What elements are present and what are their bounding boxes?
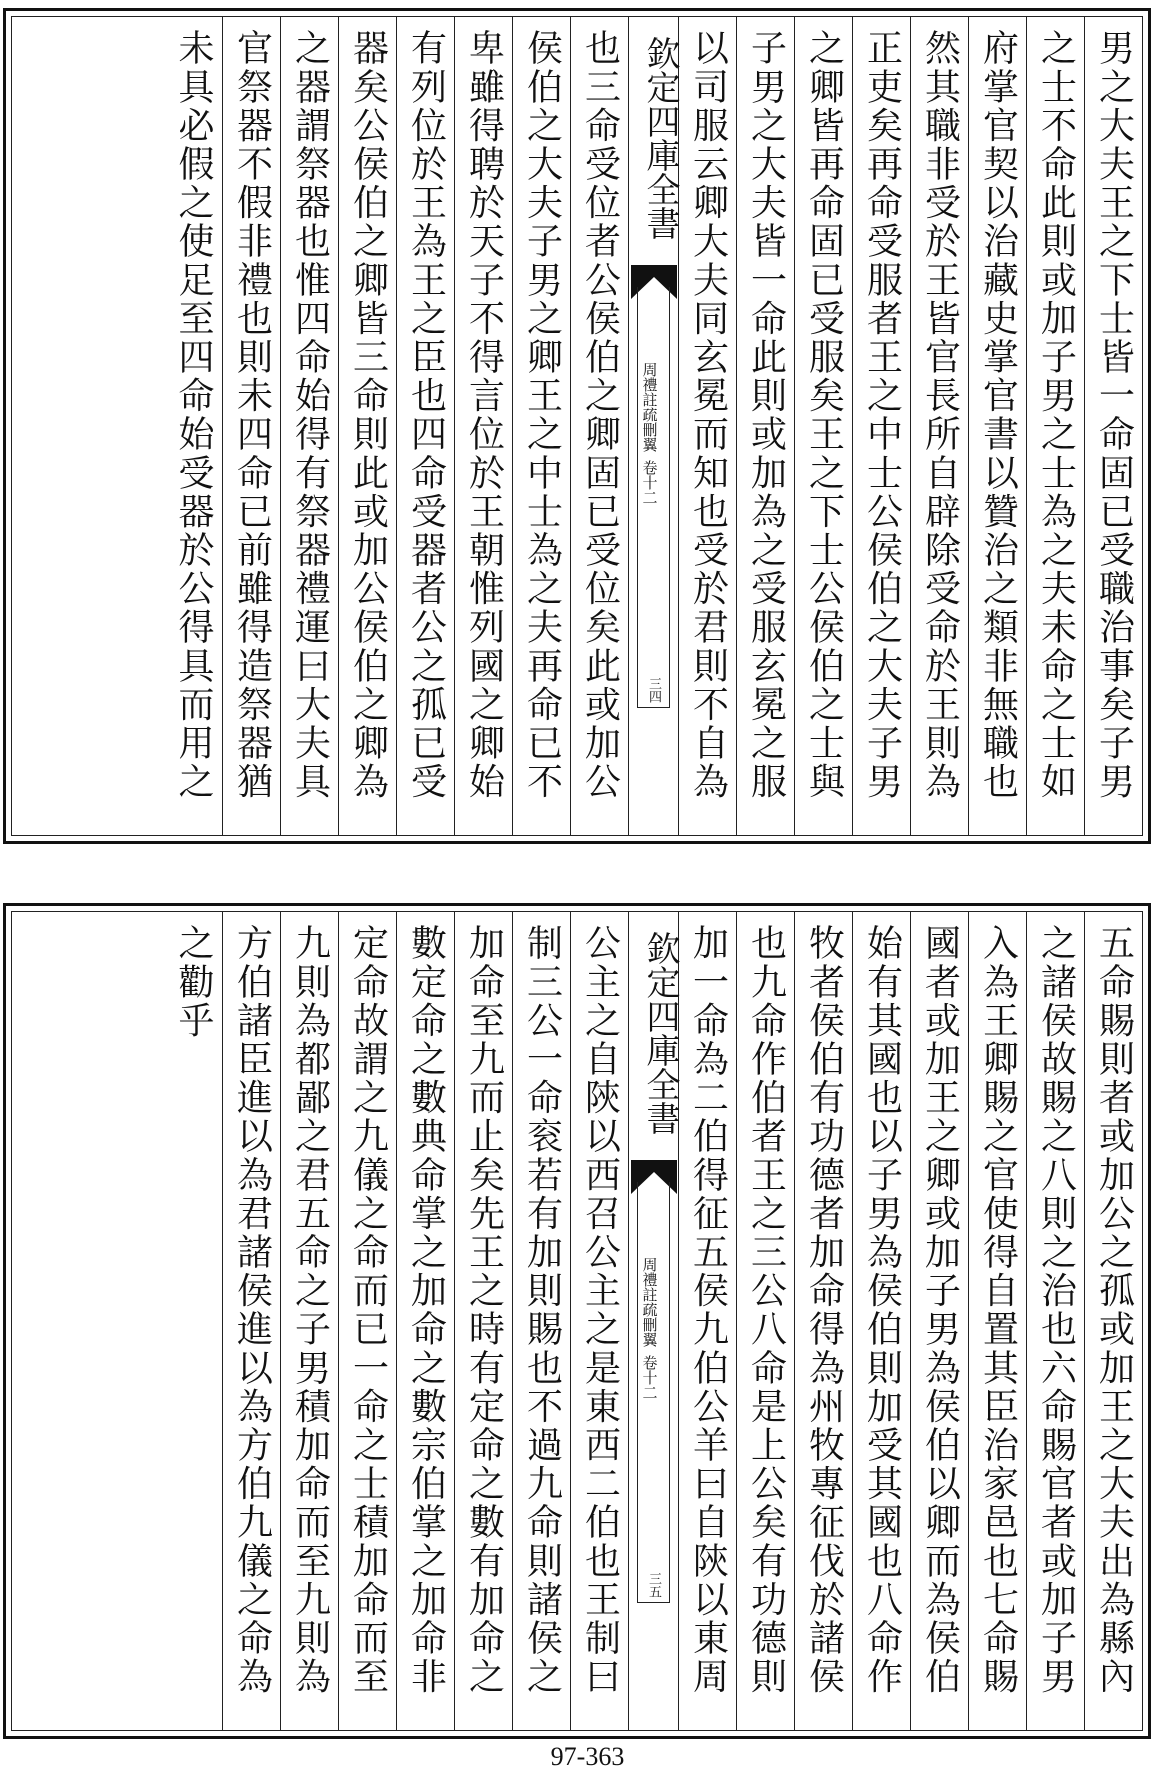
fold-volume: 卷十二 [640,1355,659,1400]
fold-caption [641,362,658,505]
text-column [396,912,454,1730]
column-text: 然其職非受於王皆官長所自辟除受命於王則為 [919,29,961,801]
column-text: 國者或加王之卿或加子男為侯伯以卿而為侯伯 [919,924,961,1696]
column-text: 男之大夫王之下士皆一命固已受職治事矣子男 [1093,29,1135,801]
text-column [968,912,1026,1730]
text-column [794,17,852,835]
column-text: 府掌官契以治藏史掌官書以贊治之類非無職也 [977,29,1019,801]
column-text: 以司服云卿大夫同玄冕而知也受於君則不自為 [687,29,729,801]
column-text: 也三命受位者公侯伯之卿固已受位矣此或加公 [579,29,621,801]
bottom-page-text-block [11,911,1143,1731]
column-text: 之卿皆再命固已受服矣王之下士公侯伯之士與 [803,29,845,801]
text-column [454,912,512,1730]
text-column [736,17,794,835]
center-fold-column [628,17,678,835]
column-text: 牧者侯伯有功德者加命得為州牧專征伐於諸侯 [803,924,845,1696]
column-text: 侯伯之大夫子男之卿王之中士為之夫再命已不 [521,29,563,801]
column-text: 也九命作伯者王之三公八命是上公矣有功德則 [745,924,787,1696]
top-page [3,8,1151,844]
column-text: 九則為都鄙之君五命之子男積加命而至九則為 [289,924,331,1696]
column-text: 入為王卿賜之官使得自置其臣治家邑也七命賜 [977,924,1019,1696]
top-page-text-block [11,16,1143,836]
text-column [222,912,280,1730]
text-column [570,17,628,835]
fold-volume: 卷十二 [640,460,659,505]
column-text: 子男之大夫皆一命此則或加為之受服玄冕之服 [745,29,787,801]
column-text: 始有其國也以子男為侯伯則加受其國也八命作 [861,924,903,1696]
fold-title: 周禮註疏刪翼 [640,1257,659,1347]
text-column [280,17,338,835]
column-text: 未具必假之使足至四命始受器於公得具而用之 [173,29,214,801]
text-column [164,17,222,835]
column-text: 公主之自陝以西召公主之是東西二伯也王制曰 [579,924,621,1696]
book-title-banner: 欽定四庫全書 [640,36,680,240]
column-text: 制三公一命衮若有加則賜也不過九命則諸侯之 [521,924,563,1696]
fold-title: 周禮註疏刪翼 [640,362,659,452]
text-column [910,17,968,835]
text-column [396,17,454,835]
column-text: 官祭器不假非禮也則未四命已前雖得造祭器猶 [231,29,273,801]
column-text: 五命賜則者或加公之孤或加王之大夫出為縣內 [1093,924,1135,1696]
column-text: 有列位於王為王之臣也四命受器者公之孤已受 [405,29,447,801]
fold-caption [641,1257,658,1400]
text-column [1026,17,1084,835]
text-column [678,17,736,835]
column-text: 加一命為二伯得征五侯九伯公羊曰自陝以東周 [687,924,729,1696]
center-fold-column [628,912,678,1730]
text-column [1084,17,1142,835]
column-text: 方伯諸臣進以為君諸侯進以為方伯九儀之命為 [231,924,273,1696]
column-text: 之諸侯故賜之八則之治也六命賜官者或加子男 [1035,924,1077,1696]
book-title-banner: 欽定四庫全書 [640,931,680,1135]
text-column [1084,912,1142,1730]
text-column [852,17,910,835]
text-column [512,17,570,835]
text-column [280,912,338,1730]
text-column [454,17,512,835]
text-column [852,912,910,1730]
column-text: 之士不命此則或加子男之士為之夫未命之士如 [1035,29,1077,801]
text-column [1026,912,1084,1730]
folio-number: 三四 [646,677,661,703]
text-column [164,912,222,1730]
column-text: 數定命之數典命掌之加命之數宗伯掌之加命非 [405,924,447,1696]
text-column [968,17,1026,835]
text-column [678,912,736,1730]
text-column [570,912,628,1730]
column-text: 加命至九而止矣先王之時有定命之數有加命之 [463,924,505,1696]
text-column [338,17,396,835]
text-column [222,17,280,835]
column-text: 之器謂祭器也惟四命始得有祭器禮運曰大夫具 [289,29,331,801]
page-footer-number: 97-363 [550,1742,625,1771]
column-text: 卑雖得聘於天子不得言位於王朝惟列國之卿始 [463,29,505,801]
column-text: 正吏矣再命受服者王之中士公侯伯之大夫子男 [861,29,903,801]
column-text: 定命故謂之九儀之命而已一命之士積加命而至 [347,924,389,1696]
text-column [910,912,968,1730]
text-column [512,912,570,1730]
text-column [736,912,794,1730]
folio-number: 三五 [646,1572,661,1598]
column-text: 器矣公侯伯之卿皆三命則此或加公侯伯之卿為 [347,29,389,801]
text-column [338,912,396,1730]
column-text: 之勸乎 [173,924,214,1040]
text-column [794,912,852,1730]
bottom-page [3,903,1151,1739]
